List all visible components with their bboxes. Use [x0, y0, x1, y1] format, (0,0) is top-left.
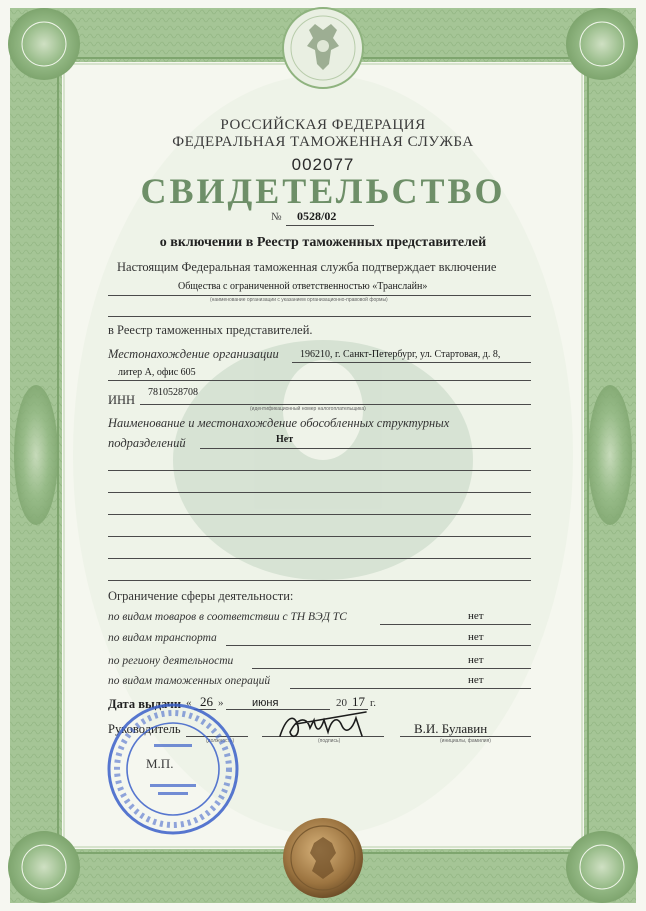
document-subtitle: о включении в Реестр таможенных представителей	[159, 235, 487, 250]
limit-label-operations: по видам таможенных операций	[108, 675, 271, 687]
issue-year-suffix: 17	[352, 694, 365, 709]
gold-seal	[280, 815, 366, 901]
branches-label-1: Наименование и местонахождение обособленных структурных	[108, 416, 450, 430]
number-prefix: №	[271, 211, 282, 223]
limit-value-region: нет	[468, 654, 484, 666]
name-caption: (инициалы, фамилия)	[440, 738, 491, 744]
registry-text: в Реестр таможенных представителей.	[108, 323, 313, 337]
inn-rule	[140, 404, 531, 405]
limit-value-operations: нет	[468, 674, 484, 686]
branches-rule-4	[108, 536, 531, 537]
certificate-number: 0528/02	[297, 209, 337, 223]
issue-year-prefix: 20	[336, 697, 347, 709]
head-label: Руководитель	[108, 722, 181, 736]
branches-label-2: подразделений	[108, 436, 186, 450]
issue-date-label: Дата выдачи	[108, 697, 182, 711]
position-caption: (должность)	[206, 738, 235, 744]
limit-label-region: по региону деятельности	[108, 655, 234, 667]
org-extra-line	[108, 316, 531, 317]
country-name: РОССИЙСКАЯ ФЕДЕРАЦИЯ	[220, 117, 426, 133]
document-title: СВИДЕТЕЛЬСТВО	[140, 171, 506, 211]
location-line-2-rule	[108, 380, 531, 381]
issue-year-end: г.	[370, 697, 377, 709]
limit-rule-goods	[380, 624, 531, 625]
inn-label: ИНН	[108, 393, 136, 407]
limits-heading: Ограничение сферы деятельности:	[108, 589, 294, 603]
handwritten-signature	[276, 706, 372, 744]
branches-rule-3	[108, 514, 531, 515]
branches-rule-2	[108, 492, 531, 493]
issue-quote-close: »	[218, 697, 224, 709]
location-label: Местонахождение организации	[108, 347, 279, 361]
organization-name: Общества с ограниченной ответственностью «Транслайн»	[178, 281, 428, 292]
limit-rule-region	[252, 668, 531, 669]
limit-rule-transport	[226, 645, 531, 646]
org-name-line	[108, 295, 531, 296]
name-rule	[400, 736, 531, 737]
branches-value: Нет	[276, 434, 294, 445]
limit-value-goods: нет	[468, 610, 484, 622]
issue-month: июня	[252, 697, 279, 709]
intro-text: Настоящим Федеральная таможенная служба подтверждает включение	[117, 260, 497, 274]
issue-quote-open: «	[186, 697, 192, 709]
org-name-caption: (наименование организации с указанием организационно-правовой формы)	[210, 297, 388, 303]
head-name: В.И. Булавин	[414, 721, 488, 736]
inn-caption: (идентификационный номер налогоплательщика)	[250, 406, 366, 412]
inn-value: 7810528708	[148, 387, 198, 398]
issue-day: 26	[200, 694, 213, 709]
agency-name: ФЕДЕРАЛЬНАЯ ТАМОЖЕННАЯ СЛУЖБА	[172, 134, 474, 150]
limit-rule-operations	[290, 688, 531, 689]
location-line-1-rule	[292, 362, 531, 363]
branches-rule-1	[108, 470, 531, 471]
number-underline	[286, 225, 374, 226]
location-line-2: литер А, офис 605	[118, 367, 196, 378]
branches-rule-6	[108, 580, 531, 581]
branches-rule-5	[108, 558, 531, 559]
location-line-1: 196210, г. Санкт-Петербург, ул. Стартовая, д. 8,	[300, 349, 501, 360]
limit-value-transport: нет	[468, 631, 484, 643]
limit-label-goods: по видам товаров в соответствии с ТН ВЭД ТС	[108, 611, 347, 623]
serial-number: 002077	[291, 155, 355, 174]
mp-mark: М.П.	[146, 756, 174, 771]
branches-rule-0	[200, 448, 531, 449]
double-headed-eagle-icon	[303, 20, 343, 76]
signature-caption: (подпись)	[318, 738, 341, 744]
limit-label-transport: по видам транспорта	[108, 632, 217, 644]
